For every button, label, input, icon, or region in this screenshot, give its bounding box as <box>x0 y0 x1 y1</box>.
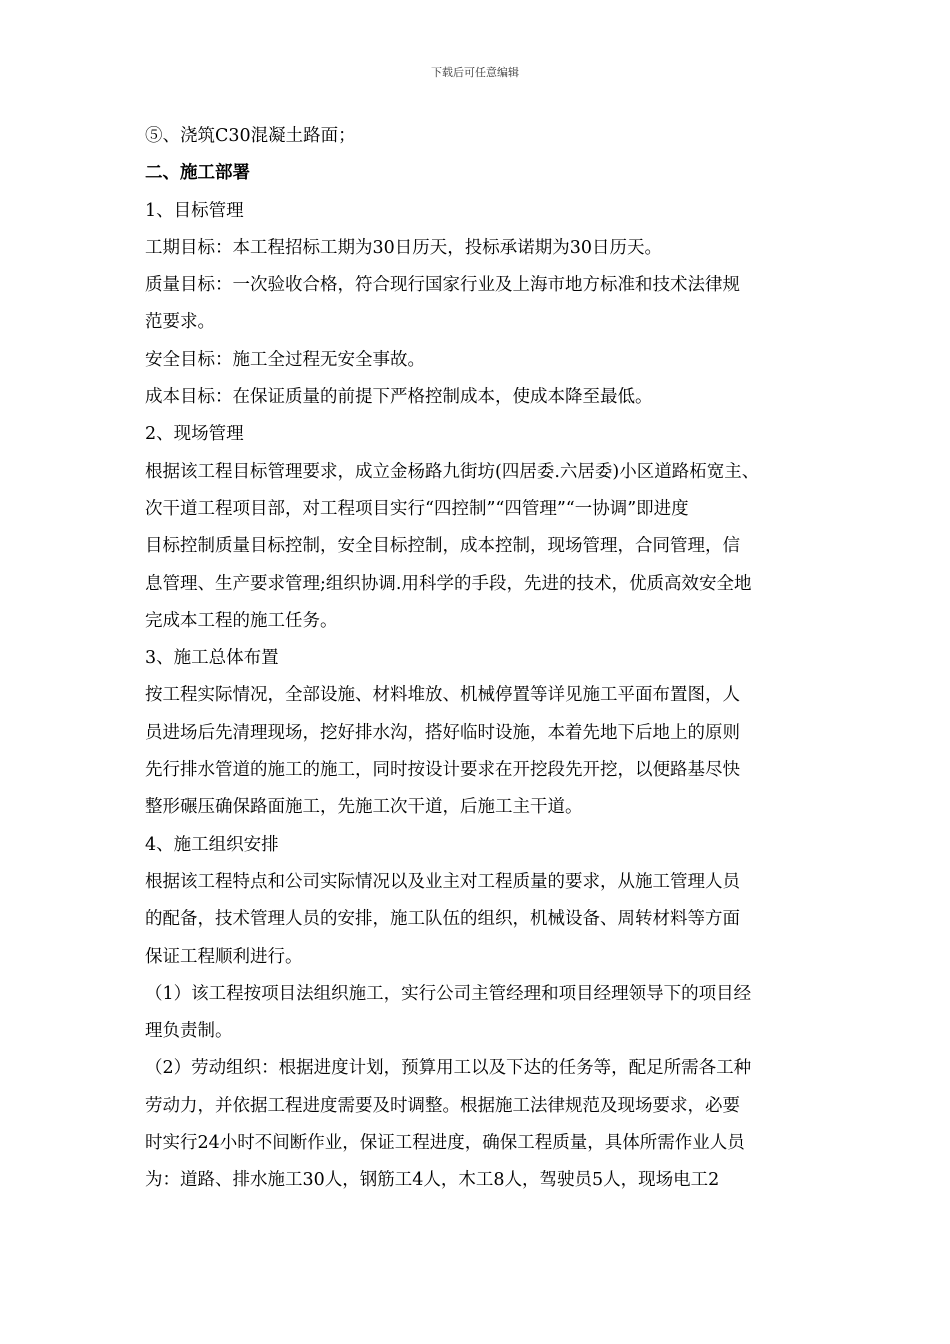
paragraph-line: 息管理、生产要求管理;组织协调.用科学的手段，先进的技术，优质高效安全地 <box>145 573 752 594</box>
paragraph-line: 按工程实际情况，全部设施、材料堆放、机械停置等详见施工平面布置图，人 <box>145 685 740 706</box>
paragraph-line: 时实行24小时不间断作业，保证工程进度，确保工程质量，具体所需作业人员 <box>145 1133 745 1154</box>
paragraph-line: 整形碾压确保路面施工，先施工次干道，后施工主干道。 <box>145 797 583 818</box>
paragraph-line: 成本目标：在保证质量的前提下严格控制成本，使成本降至最低。 <box>145 387 653 408</box>
subheading-target-management: 1、目标管理 <box>145 200 244 221</box>
subheading-organization-arrangement: 4、施工组织安排 <box>145 834 279 855</box>
paragraph-line: 次干道工程项目部，对工程项目实行“四控制”“四管理”“一协调”即进度 <box>145 498 689 519</box>
paragraph-line: 质量目标：一次验收合格，符合现行国家行业及上海市地方标准和技术法律规 <box>145 275 740 296</box>
paragraph-line: 根据该工程目标管理要求，成立金杨路九街坊(四居委.六居委)小区道路柘宽主、 <box>145 461 760 482</box>
paragraph-line: 范要求。 <box>145 312 215 333</box>
section-heading-construction-deployment: 二、施工部署 <box>145 163 250 184</box>
subheading-general-layout: 3、施工总体布置 <box>145 648 279 669</box>
header-note: 下载后可任意编辑 <box>431 66 519 79</box>
paragraph-line: 劳动力，并依据工程进度需要及时调整。根据施工法律规范及现场要求，必要 <box>145 1095 740 1116</box>
paragraph-line: 安全目标：施工全过程无安全事故。 <box>145 349 425 370</box>
paragraph-line: 完成本工程的施工任务。 <box>145 610 338 631</box>
paragraph-line: 的配备，技术管理人员的安排，施工队伍的组织，机械设备、周转材料等方面 <box>145 909 740 930</box>
paragraph-line: 先行排水管道的施工的施工，同时按设计要求在开挖段先开挖，以便路基尽快 <box>145 760 740 781</box>
paragraph-line: 目标控制质量目标控制，安全目标控制，成本控制，现场管理，合同管理，信 <box>145 536 740 557</box>
paragraph-line: 为：道路、排水施工30人，钢筋工4人，木工8人，驾驶员5人，现场电工2 <box>145 1170 720 1191</box>
paragraph-line: （2）劳动组织：根据进度计划，预算用工以及下达的任务等，配足所需各工种 <box>145 1058 752 1079</box>
paragraph-line: 理负责制。 <box>145 1021 233 1042</box>
document-body <box>145 118 810 1200</box>
list-item-concrete-pavement: ⑤、浇筑C30混凝土路面； <box>145 126 356 146</box>
paragraph-line: 根据该工程特点和公司实际情况以及业主对工程质量的要求，从施工管理人员 <box>145 871 740 892</box>
paragraph-line: （1）该工程按项目法组织施工，实行公司主管经理和项目经理领导下的项目经 <box>145 983 752 1004</box>
subheading-site-management: 2、现场管理 <box>145 424 244 445</box>
paragraph-line: 工期目标：本工程招标工期为30日历天，投标承诺期为30日历天。 <box>145 237 663 258</box>
paragraph-line: 员进场后先清理现场，挖好排水沟，搭好临时设施，本着先地下后地上的原则 <box>145 722 740 743</box>
paragraph-line: 保证工程顺利进行。 <box>145 946 303 967</box>
